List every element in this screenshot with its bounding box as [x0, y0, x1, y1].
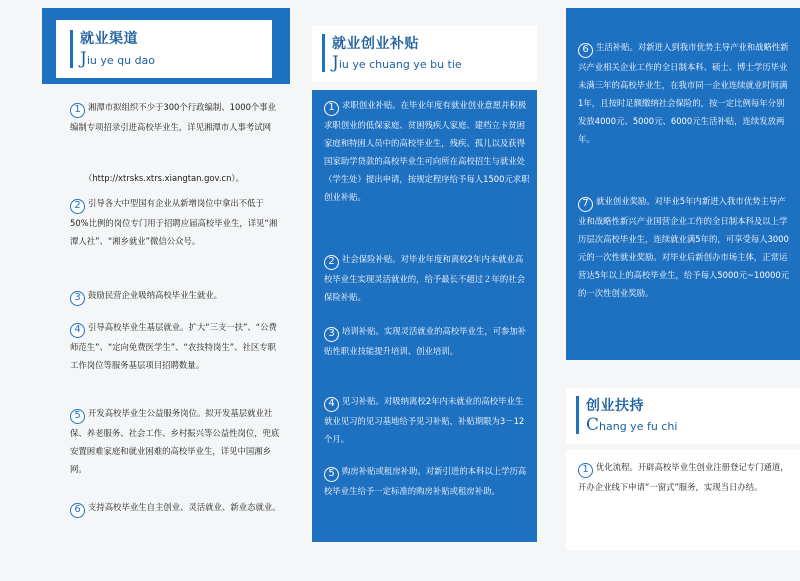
panel2-pinyin: Jiu ye chuang ye bu tie — [332, 53, 462, 73]
subsidy-item-1-text: 求职创业补贴。在毕业年度有就业创业意愿并积极求职创业的低保家庭、贫困残疾人家庭、建档立卡贫困家庭和特困人员中的高校毕业生，残疾、孤儿以及获得国家助学贷款的高校毕业生可向所在高校招生与就业处（学生处）提出申请，按规定程序给予每人1500元求职创业补贴。 — [324, 100, 530, 202]
channel-item-2 — [70, 194, 282, 250]
number-1-icon: 1 — [578, 463, 593, 478]
number-4-icon: 4 — [70, 323, 85, 338]
number-2-icon: 2 — [324, 255, 339, 270]
channel-item-1 — [70, 98, 282, 136]
subsidy-item-2 — [324, 250, 530, 306]
number-5-icon: 5 — [70, 409, 85, 424]
subsidy-item-4-text: 见习补贴。对吸纳离校2年内未就业的高校毕业生就业见习的见习基地给予见习补贴，补贴期限为3－12个月。 — [324, 396, 525, 444]
subsidy-item-7-text: 就业创业奖励。对毕业5年内新进入我市优势主导产业和战略性新兴产业国营企业工作的全日制本科及以上学历层次高校毕业生，连续就业满5年的，可享受每人3000元的一次性就业奖励。对毕业后新创办市场主体，正常运营达5年以上的高校毕业生，给予每人5000元~10000元的一次性创业奖励。 — [578, 196, 790, 298]
panel3-pinyin: Chang ye fu chi — [586, 415, 678, 435]
support-item-1-text: 优化流程。开辟高校毕业生创业注册登记专门通道，开办企业线下申请“一窗式”服务，实现当日办结。 — [578, 462, 789, 492]
subsidy-item-7 — [578, 192, 792, 302]
number-2-icon: 2 — [70, 199, 85, 214]
subsidy-item-3 — [324, 322, 530, 360]
channel-item-6 — [70, 498, 282, 518]
channel-item-3-text: 鼓励民营企业吸纳高校毕业生就业。 — [88, 290, 222, 300]
channel-item-4 — [70, 318, 282, 374]
support-item-1 — [578, 458, 792, 496]
subsidy-continued-block — [566, 8, 800, 360]
channel-item-1-text: 湘潭市拟组织不少于300个行政编制、1000个事业编制专项招录引进高校毕业生，详见湘潭市人事考试网 — [70, 102, 277, 132]
subsidy-item-1 — [324, 96, 530, 206]
subsidy-item-3-text: 培训补贴。实现灵活就业的高校毕业生，可参加补贴性职业技能提升培训、创业培训。 — [324, 326, 527, 356]
panel2-title: 就业创业补贴 — [332, 36, 419, 52]
panel3-title: 创业扶持 — [586, 398, 644, 414]
panel3-heading-accent — [576, 396, 579, 434]
panel1-title: 就业渠道 — [80, 31, 138, 47]
subsidy-item-5 — [324, 462, 530, 500]
panel1-pinyin: Jiu ye qu dao — [80, 49, 156, 69]
panel-employment-channels — [42, 0, 290, 570]
channel-item-2-text: 引导各大中型国有企业从新增岗位中拿出不低于50%比例的岗位专门用于招聘应届高校毕业生，详见“湘潭人社”、“湘乡就业”微信公众号。 — [70, 198, 278, 246]
number-3-icon: 3 — [70, 291, 85, 306]
subsidy-item-4 — [324, 392, 530, 448]
channel-item-4-text: 引导高校毕业生基层就业。扩大“三支一扶”、“公费师范生”、“定向免费医学生”、“农技特岗生”、社区专职工作岗位等服务基层项目招聘数量。 — [70, 322, 277, 370]
channel-item-3 — [70, 286, 282, 306]
number-1-icon: 1 — [324, 101, 339, 116]
panel3-heading-box — [566, 388, 800, 444]
number-7-icon: 7 — [578, 197, 593, 212]
exam-website-url: （http://xtrsks.xtrs.xiangtan.gov.cn）。 — [84, 173, 244, 183]
panel-subsidies — [312, 0, 537, 565]
subsidy-item-5-text: 购房补贴或租房补助。对新引进的本科以上学历高校毕业生给予一定标准的购房补贴或租房补助。 — [324, 466, 527, 496]
panel2-heading-accent — [322, 34, 325, 72]
channel-item-5 — [70, 404, 282, 478]
number-6-icon: 6 — [578, 43, 593, 58]
panel2-heading-box — [312, 26, 537, 82]
panel1-heading-accent — [70, 30, 73, 68]
channel-item-6-text: 支持高校毕业生自主创业、灵活就业、新业态就业。 — [88, 502, 281, 512]
number-1-icon: 1 — [70, 103, 85, 118]
number-5-icon: 5 — [324, 467, 339, 482]
number-6-icon: 6 — [70, 503, 85, 518]
subsidy-item-2-text: 社会保险补贴。对毕业年度和离校2年内未就业高校毕业生实现灵活就业的，给予最长不超过２年的社会保险补贴。 — [324, 254, 525, 302]
number-4-icon: 4 — [324, 397, 339, 412]
support-list-box — [566, 450, 800, 550]
subsidy-item-6-text: 生活补贴。对新进入到我市优势主导产业和战略性新兴产业相关企业工作的全日制本科、硕士、博士学历毕业未满三年的高校毕业生，在我市同一企业连续就业时间满1年，且按时足额缴纳社会保险的，按一定比例每年分别发放4000元、5000元、6000元生活补贴，连续发放两年。 — [578, 42, 789, 144]
panel1-heading-box — [56, 20, 272, 78]
panel-entrepreneurship — [566, 0, 800, 570]
channel-item-5-text: 开发高校毕业生公益服务岗位。拟开发基层就业社保、养老服务、社会工作、乡村振兴等公益性岗位，兜底安置困难家庭和就业困难的高校毕业生，详见中国湘乡网。 — [70, 408, 280, 474]
subsidy-item-6 — [578, 38, 792, 148]
subsidy-list-block — [312, 90, 537, 542]
number-3-icon: 3 — [324, 327, 339, 342]
